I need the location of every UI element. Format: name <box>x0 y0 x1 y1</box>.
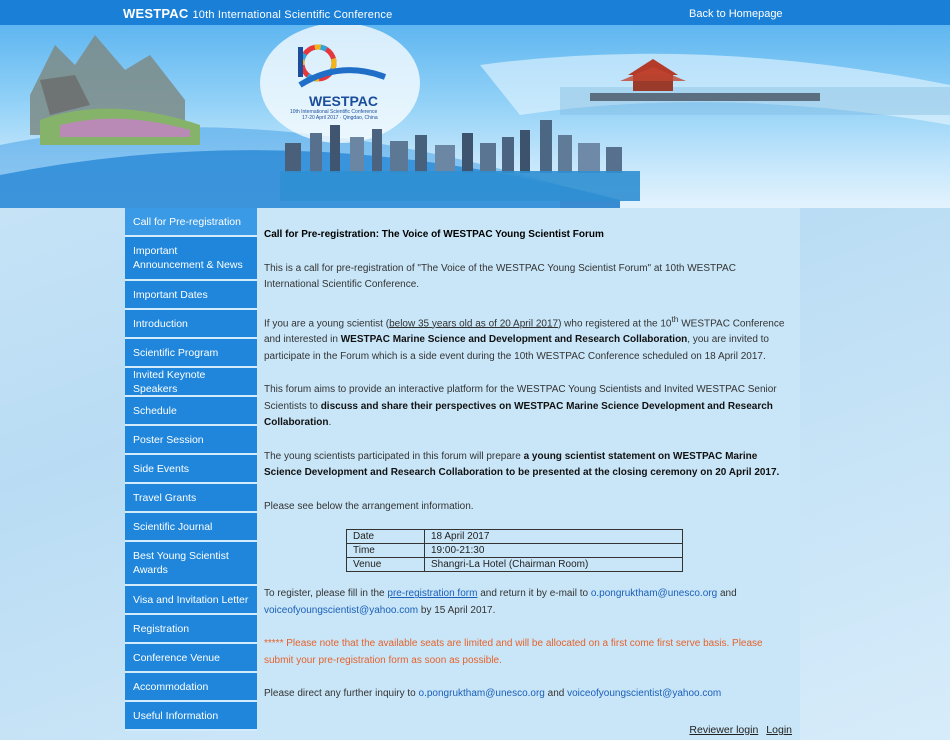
table-key: Venue <box>347 558 425 572</box>
sidebar-nav <box>125 208 257 731</box>
seats-warning: ***** Please note that the available seats are limited and will be allocated on a first come first serve basis. Please submit your pre-registration form as soon as possible. <box>264 638 763 666</box>
sidebar-item[interactable]: Poster Session <box>125 426 257 455</box>
sidebar-item[interactable]: Side Events <box>125 455 257 484</box>
email-link[interactable]: voiceofyoungscientist@yahoo.com <box>264 604 419 616</box>
age-limit: below 35 years old as of 20 April 2017 <box>389 317 559 329</box>
arrangement-table <box>346 529 683 572</box>
inquiry-paragraph: Please direct any further inquiry to o.pongruktham@unesco.org and voiceofyoungscientist@yahoo.com <box>264 688 722 700</box>
brand-name: WESTPAC <box>123 6 189 21</box>
intro-paragraph: This is a call for pre-registration of "The Voice of the WESTPAC Young Scientist Forum" at 10th WESTPAC International Scientific Conference. <box>264 262 736 290</box>
brand-subtitle: 10th International Scientific Conference <box>192 9 393 21</box>
logo-date: 17-20 April 2017 · Qingdao, China <box>302 115 378 121</box>
sidebar-item[interactable]: Travel Grants <box>125 484 257 513</box>
sidebar-item[interactable]: Best Young Scientist Awards <box>125 542 257 586</box>
register-paragraph: To register, please fill in the pre-registration form and return it by e-mail to o.pongruktham@unesco.org and voiceofyoungscientist@yahoo.com by 15 April 2017. <box>264 588 737 616</box>
back-to-homepage-link[interactable]: Back to Homepage <box>689 8 783 20</box>
pre-registration-form-link[interactable]: pre-registration form <box>387 588 478 600</box>
logo-subtitle: 10th International Scientific Conference <box>290 109 378 115</box>
top-bar <box>0 0 950 25</box>
main-content <box>257 208 800 740</box>
sidebar-item[interactable]: Scientific Program <box>125 339 257 368</box>
sidebar-item[interactable]: Useful Information <box>125 702 257 731</box>
sidebar-item[interactable]: Important Dates <box>125 281 257 310</box>
reviewer-login-link[interactable]: Reviewer login <box>689 724 759 736</box>
site-brand[interactable] <box>123 6 392 21</box>
sidebar-item[interactable]: Schedule <box>125 397 257 426</box>
arrangement-note: Please see below the arrangement information. <box>264 500 474 512</box>
sidebar-item[interactable]: Scientific Journal <box>125 513 257 542</box>
table-row <box>347 558 683 572</box>
aims-paragraph: This forum aims to provide an interactive platform for the WESTPAC Young Scientists and Invited WESTPAC Senior Scientists to discuss and share their perspectives on WESTPAC Marine Science Development and Research Collaboration. <box>264 384 777 429</box>
table-value: 18 April 2017 <box>425 530 683 544</box>
email-link[interactable]: o.pongruktham@unesco.org <box>590 588 718 600</box>
table-row <box>347 530 683 544</box>
sidebar-item[interactable]: Introduction <box>125 310 257 339</box>
header-banner <box>0 25 950 208</box>
sidebar-item[interactable]: Invited Keynote Speakers <box>125 368 257 397</box>
email-link[interactable]: voiceofyoungscientist@yahoo.com <box>567 688 722 700</box>
statement-paragraph: The young scientists participated in this forum will prepare a young scientist statement on WESTPAC Marine Science Development and Research Collaboration to be presented at the closing ceremony on 20 April 2017. <box>264 450 780 479</box>
table-value: 19:00-21:30 <box>425 544 683 558</box>
sidebar-item[interactable]: Conference Venue <box>125 644 257 673</box>
footer-links <box>681 722 792 739</box>
sidebar-item[interactable]: Visa and Invitation Letter <box>125 586 257 615</box>
sidebar-item[interactable]: Call for Pre-registration <box>125 208 257 237</box>
banner-scenery <box>0 25 950 208</box>
email-link[interactable]: o.pongruktham@unesco.org <box>418 688 545 700</box>
login-link[interactable]: Login <box>766 724 792 736</box>
sidebar-item[interactable]: Accommodation <box>125 673 257 702</box>
page-title: Call for Pre-registration: The Voice of WESTPAC Young Scientist Forum <box>264 229 604 240</box>
eligibility-paragraph: If you are a young scientist (below 35 years old as of 20 April 2017) who registered at the 10th WESTPAC Conference and interested in WESTPAC Marine Science and Development and Research Collaboration, you are invited to participate in the Forum which is a side event during the 10th WESTPAC Conference scheduled on 18 April 2017. <box>264 313 785 362</box>
sidebar-item[interactable]: Registration <box>125 615 257 644</box>
table-value: Shangri-La Hotel (Chairman Room) <box>425 558 683 572</box>
sidebar-item[interactable]: Important Announcement & News <box>125 237 257 281</box>
table-row <box>347 544 683 558</box>
table-key: Time <box>347 544 425 558</box>
logo-title: WESTPAC <box>309 93 378 109</box>
table-key: Date <box>347 530 425 544</box>
